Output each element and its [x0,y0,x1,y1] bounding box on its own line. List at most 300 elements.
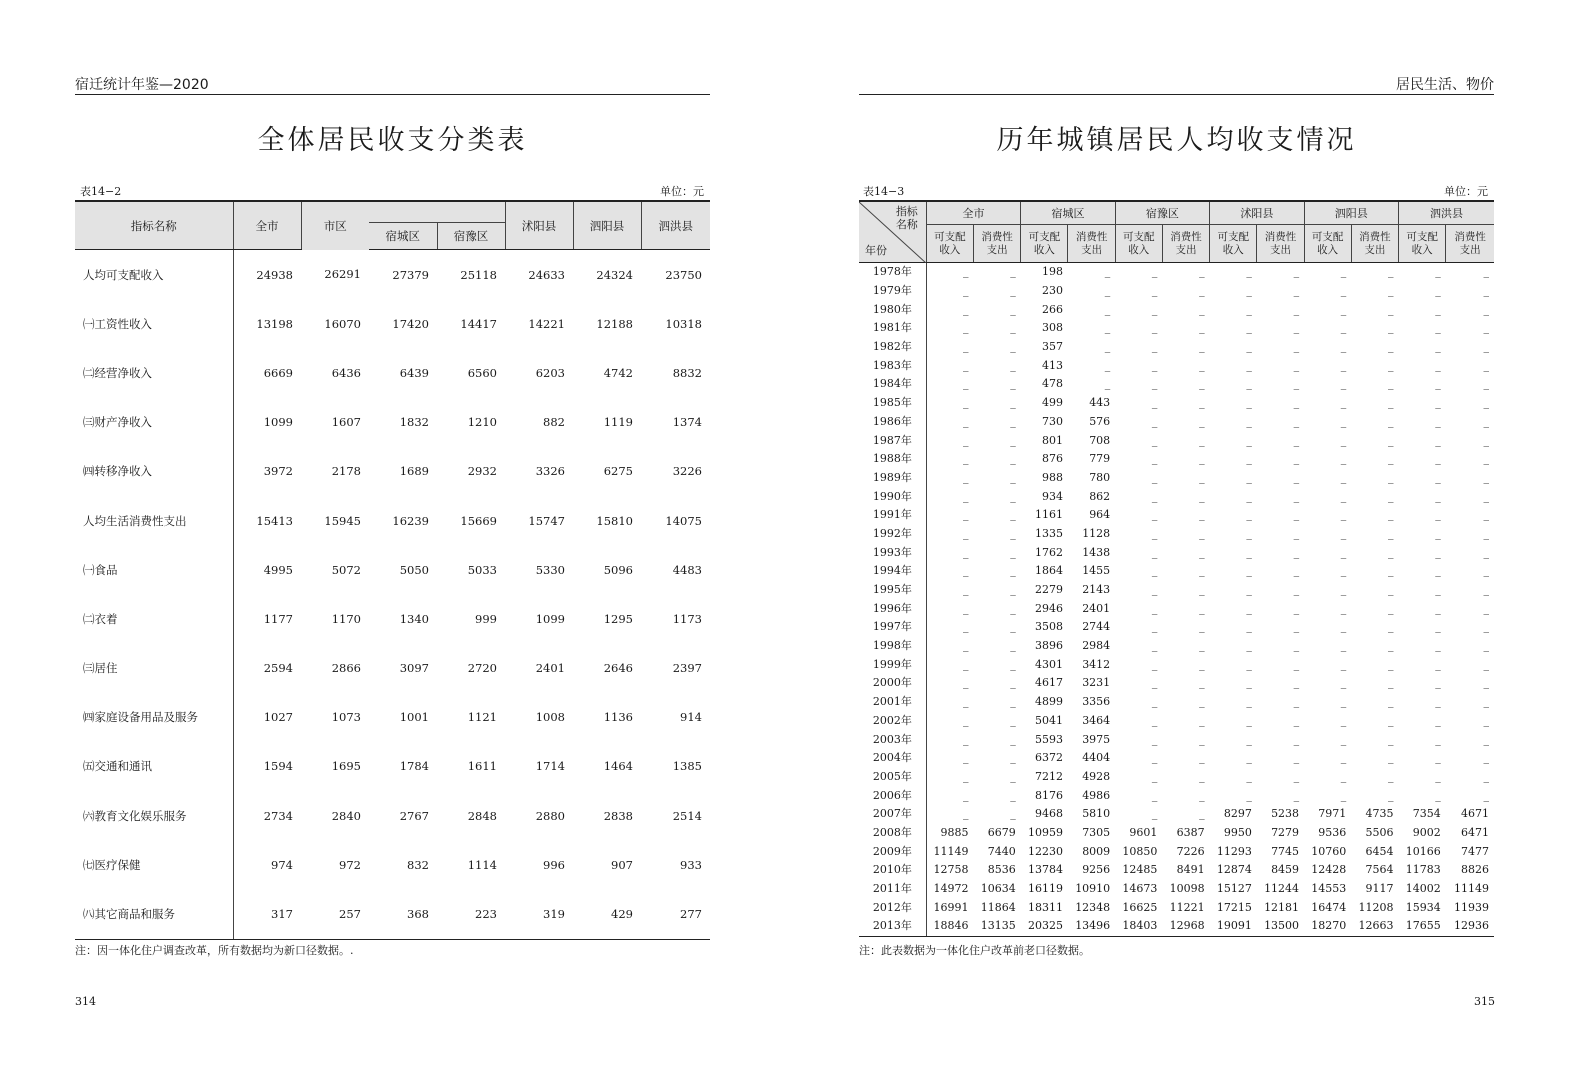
table-row [75,693,710,742]
cell-value: 1374 [672,415,702,430]
cell-value: _ [1435,452,1441,466]
cell-value: 2397 [672,661,702,676]
cell-value: 11149 [1454,882,1489,896]
cell-value: _ [1483,321,1489,335]
cell-value: 8009 [1082,844,1111,858]
cell-value: 308 [1041,321,1063,335]
cell-value: 478 [1041,377,1063,391]
cell-value: _ [963,508,969,522]
cell-value: 12485 [1122,863,1158,877]
cell-value: _ [1246,732,1252,746]
cell-value: _ [1483,639,1489,653]
cell-value: 1027 [233,693,301,742]
cell-value: 1864 [1034,564,1063,578]
cell-value: 1689 [399,464,429,479]
col-header-disposable-income: 可支配 收入 [1115,225,1162,263]
cell-value: 3097 [399,661,429,676]
cell-value: 9885 [940,825,969,839]
table-body [75,250,710,940]
cell-value: 4617 [1034,676,1063,690]
cell-value: _ [963,620,969,634]
cell-value: _ [1010,340,1016,354]
cell-value: _ [1246,526,1252,540]
cell-value: _ [1388,751,1394,765]
cell-value: _ [1388,713,1394,727]
cell-value: _ [1199,452,1205,466]
cell-value: _ [1246,321,1252,335]
cell-value: _ [1104,377,1111,391]
cell-value: _ [1199,489,1205,503]
cell-value: 11244 [1264,882,1300,896]
table-row [859,469,1494,488]
cell-value: 1177 [233,594,301,643]
cell-value: _ [1246,302,1252,316]
cell-value: _ [1246,452,1252,466]
cell-value: 999 [475,611,497,626]
unit-label: 单位：元 [1444,185,1488,198]
cell-value: 17655 [1399,917,1446,936]
cell-value: _ [963,284,969,298]
col-header-group: 沭阳县 [1210,201,1304,225]
cell-value: _ [963,358,969,372]
cell-value: 17215 [1216,900,1252,914]
col-header-disposable-income: 可支配 收入 [1021,225,1068,263]
cell-value: _ [1010,358,1016,372]
cell-value: _ [1104,340,1111,354]
cell-value: _ [1483,470,1489,484]
cell-value: _ [1010,321,1016,335]
cell-value: _ [1483,508,1489,522]
cell-value: 1210 [467,415,497,430]
cell-value: 13198 [233,299,301,348]
cell-value: _ [1010,657,1016,671]
cell-value: 876 [1041,452,1063,466]
row-label: ㈡衣着 [83,611,118,626]
cell-value: _ [1010,470,1016,484]
cell-value: 11149 [933,844,969,858]
cell-value: _ [1151,489,1158,503]
cell-value: _ [963,265,969,279]
cell-value: _ [1246,433,1252,447]
cell-value: 23750 [665,267,702,282]
col-header-sihong: 泗洪县 [641,201,710,250]
cell-value: 12936 [1446,917,1494,936]
cell-value: _ [1388,433,1394,447]
cell-value: _ [1199,302,1205,316]
cell-value: 443 [1089,396,1111,410]
cell-value: 2946 [1034,601,1063,615]
cell-value: _ [1010,545,1016,559]
table-row [75,840,710,889]
cell-value: _ [1151,807,1158,821]
cell-value: 319 [505,889,573,939]
cell-value: _ [1104,265,1111,279]
cell-value: _ [1151,526,1158,540]
cell-value: _ [1010,713,1016,727]
cell-value: _ [1199,620,1205,634]
cell-value: 7226 [1176,844,1205,858]
cell-value: _ [1293,713,1300,727]
col-header-consumption-expenditure: 消费性 支出 [1351,225,1398,263]
cell-value: _ [1246,583,1252,597]
cell-value: 11221 [1169,900,1205,914]
cell-value: _ [1151,713,1158,727]
row-year: 1980年 [859,300,926,319]
cell-value: _ [1293,620,1300,634]
cell-value: _ [1388,302,1394,316]
cell-value: _ [1293,788,1300,802]
cell-value: 1340 [399,611,429,626]
table-row [859,618,1494,637]
cell-value: _ [1293,489,1300,503]
col-header-consumption-expenditure: 消费性 支出 [1446,225,1494,263]
cell-value: _ [1435,302,1441,316]
cell-value: _ [1340,358,1347,372]
col-header-group: 泗洪县 [1399,201,1495,225]
cell-value: _ [1151,601,1158,615]
cell-value: _ [1246,601,1252,615]
cell-value: 14673 [1122,882,1158,896]
page-number: 315 [1474,995,1495,1008]
table-row [859,824,1494,843]
cell-value: 6669 [233,348,301,397]
cell-value: _ [1340,489,1347,503]
cell-value: 8459 [1271,863,1300,877]
table-number: 表14−2 [80,185,122,198]
cell-value: 5096 [603,562,633,577]
table-row [859,413,1494,432]
row-year: 1991年 [859,506,926,525]
cell-value: 8176 [1034,788,1063,802]
table-row [859,917,1494,936]
row-year: 2009年 [859,842,926,861]
cell-value: _ [1151,657,1158,671]
cell-value: _ [1483,583,1489,597]
cell-value: 5810 [1082,807,1111,821]
cell-value: 3231 [1082,676,1111,690]
cell-value: 7745 [1271,844,1300,858]
cell-value: _ [1483,340,1489,354]
row-year: 2008年 [859,824,926,843]
table-row [859,768,1494,787]
cell-value: _ [963,564,969,578]
row-year: 1993年 [859,543,926,562]
running-header: 宿迁统计年鉴—2020 [75,77,209,93]
cell-value: _ [1293,657,1300,671]
cell-value: _ [1010,769,1016,783]
cell-value: _ [1151,321,1158,335]
cell-value: _ [1340,620,1347,634]
table-row [859,637,1494,656]
cell-value: 24938 [233,250,301,300]
cell-value: 12181 [1264,900,1300,914]
cell-value: _ [1151,265,1158,279]
cell-value: _ [1435,676,1441,690]
cell-value: _ [1388,452,1394,466]
cell-value: _ [1340,639,1347,653]
table-row [75,644,710,693]
cell-value: _ [1246,340,1252,354]
col-header-disposable-income: 可支配 收入 [1210,225,1257,263]
cell-value: 862 [1089,489,1111,503]
cell-value: _ [1340,788,1347,802]
cell-value: 1611 [467,759,497,774]
table-row [859,749,1494,768]
cell-value: 8826 [1461,863,1489,877]
cell-value: _ [1293,452,1300,466]
cell-value: _ [1435,564,1441,578]
cell-value: 18311 [1027,900,1063,914]
cell-value: 10910 [1075,882,1111,896]
row-year: 1996年 [859,599,926,618]
cell-value: _ [1246,545,1252,559]
table-row [859,599,1494,618]
cell-value: 3226 [672,464,702,479]
cell-value: _ [1435,583,1441,597]
row-label: 人均生活消费性支出 [83,513,187,528]
right-page [793,0,1587,1077]
row-year: 1995年 [859,581,926,600]
header-rule [75,94,710,95]
cell-value: _ [1293,583,1300,597]
row-label: ㈠工资性收入 [83,316,152,331]
cell-value: _ [1483,657,1489,671]
cell-value: _ [1483,676,1489,690]
row-year: 2012年 [859,898,926,917]
table-row [75,889,710,939]
cell-value: 2178 [331,464,361,479]
cell-value: 779 [1089,452,1111,466]
cell-value: _ [1246,639,1252,653]
cell-value: 3896 [1034,639,1063,653]
cell-value: _ [1199,657,1205,671]
table-row [859,805,1494,824]
cell-value: 5506 [1365,825,1394,839]
cell-value: _ [1199,583,1205,597]
cell-value: 10166 [1405,844,1441,858]
cell-value: 1784 [399,759,429,774]
cell-value: 7971 [1318,807,1347,821]
cell-value: _ [963,601,969,615]
cell-value: _ [1246,751,1252,765]
cell-value: 5330 [535,562,565,577]
cell-value: 1099 [535,611,565,626]
cell-value: _ [963,321,969,335]
cell-value: _ [1199,526,1205,540]
cell-value: 1099 [233,398,301,447]
row-year: 1986年 [859,413,926,432]
cell-value: 9536 [1318,825,1347,839]
cell-value: 15747 [528,513,565,528]
cell-value: _ [1388,676,1394,690]
cell-value: 8832 [672,365,702,380]
cell-value: _ [1340,414,1347,428]
cell-value: 6560 [467,365,497,380]
cell-value: _ [1388,396,1394,410]
unit-label: 单位：元 [660,185,704,198]
row-year: 2003年 [859,730,926,749]
cell-value: 4735 [1365,807,1394,821]
col-header-consumption-expenditure: 消费性 支出 [1068,225,1115,263]
row-year: 2013年 [859,917,926,936]
cell-value: 10318 [665,316,702,331]
cell-value: _ [1293,265,1300,279]
cell-value: 6436 [331,365,361,380]
cell-value: 8297 [1223,807,1252,821]
cell-value: 198 [1041,265,1063,279]
cell-value: 576 [1089,414,1111,428]
cell-value: _ [1340,713,1347,727]
cell-value: _ [1293,377,1300,391]
cell-value: _ [1010,284,1016,298]
cell-value: 934 [1041,489,1063,503]
cell-value: 964 [1089,508,1111,522]
cell-value: _ [1435,433,1441,447]
cell-value: _ [963,639,969,653]
cell-value: _ [1104,284,1111,298]
cell-value: _ [1293,545,1300,559]
cell-value: 6387 [1176,825,1205,839]
cell-value: _ [1483,751,1489,765]
cell-value: _ [963,470,969,484]
cell-value: _ [1388,470,1394,484]
cell-value: _ [1010,788,1016,802]
cell-value: _ [1010,676,1016,690]
cell-value: _ [1483,713,1489,727]
cell-value: _ [1151,788,1158,802]
cell-value: 988 [1041,470,1063,484]
cell-value: _ [1199,732,1205,746]
cell-value: _ [1010,414,1016,428]
cell-value: _ [1010,620,1016,634]
cell-value: _ [1388,340,1394,354]
cell-value: _ [1010,695,1016,709]
cell-value: 974 [233,840,301,889]
cell-value: 7212 [1034,769,1063,783]
cell-value: _ [1435,265,1441,279]
cell-value: 12874 [1216,863,1252,877]
cell-value: _ [1199,695,1205,709]
cell-value: _ [1340,284,1347,298]
cell-value: _ [1340,751,1347,765]
cell-value: _ [1293,284,1300,298]
cell-value: _ [1483,564,1489,578]
cell-value: _ [1199,396,1205,410]
cell-value: 6439 [399,365,429,380]
corner-indicator-label: 指标 名称 [895,205,918,231]
cell-value: _ [1340,433,1347,447]
cell-value: _ [963,340,969,354]
table-row [75,398,710,447]
cell-value: 3464 [1082,713,1111,727]
cell-value: _ [1483,732,1489,746]
cell-value: _ [1293,601,1300,615]
cell-value: 7440 [987,844,1016,858]
cell-value: _ [1151,340,1158,354]
cell-value: 5593 [1034,732,1063,746]
cell-value: _ [1388,788,1394,802]
cell-value: 972 [339,857,361,872]
cell-value: 357 [1041,340,1063,354]
cell-value: _ [1435,508,1441,522]
cell-value: 230 [1041,284,1063,298]
cell-value: _ [1435,620,1441,634]
row-label: ㈥教育文化娱乐服务 [83,808,187,823]
cell-value: 2720 [467,661,497,676]
cell-value: _ [1483,695,1489,709]
cell-value: 1464 [603,759,633,774]
cell-value: _ [963,583,969,597]
cell-value: 24324 [596,267,633,282]
cell-value: 1455 [1082,564,1111,578]
cell-value: _ [1151,414,1158,428]
cell-value: _ [1483,433,1489,447]
cell-value: 7477 [1461,844,1489,858]
row-label: ㈢居住 [83,661,118,676]
cell-value: 3975 [1082,732,1111,746]
cell-value: _ [963,657,969,671]
cell-value: 368 [369,889,437,939]
row-year: 1987年 [859,431,926,450]
row-year: 1985年 [859,394,926,413]
cell-value: _ [1483,396,1489,410]
cell-value: 8491 [1176,863,1205,877]
cell-value: _ [1199,377,1205,391]
cell-value: 3412 [1082,657,1111,671]
cell-value: _ [1293,564,1300,578]
cell-value: _ [1246,414,1252,428]
cell-value: _ [1388,732,1394,746]
cell-value: 5072 [331,562,361,577]
cell-value: _ [1435,713,1441,727]
col-header-group: 宿城区 [1021,201,1115,225]
cell-value: 17420 [392,316,429,331]
cell-value: _ [1010,583,1016,597]
col-header-group: 泗阳县 [1304,201,1398,225]
cell-value: 4928 [1082,769,1111,783]
cell-value: _ [1435,470,1441,484]
cell-value: 2401 [1082,601,1111,615]
cell-value: _ [1340,676,1347,690]
cell-value: _ [1151,676,1158,690]
cell-value: 223 [437,889,505,939]
cell-value: 12428 [1311,863,1347,877]
cell-value: _ [1151,377,1158,391]
cell-value: 9117 [1365,882,1394,896]
cell-value: 15934 [1405,900,1441,914]
cell-value: _ [1483,601,1489,615]
cell-value: _ [1199,639,1205,653]
header-rule [859,94,1494,95]
cell-value: _ [1246,657,1252,671]
cell-value: 15127 [1216,882,1252,896]
cell-value: _ [1246,788,1252,802]
table-row [859,861,1494,880]
cell-value: _ [1246,358,1252,372]
cell-value: 27379 [392,267,429,282]
cell-value: 10850 [1122,844,1158,858]
cell-value: _ [1483,620,1489,634]
row-year: 2002年 [859,712,926,731]
cell-value: _ [1293,695,1300,709]
cell-value: _ [1340,526,1347,540]
cell-value: _ [1340,302,1347,316]
cell-value: 499 [1041,396,1063,410]
cell-value: _ [1199,340,1205,354]
cell-value: 413 [1041,358,1063,372]
col-header-shuyang: 沭阳县 [505,201,573,250]
cell-value: 4671 [1461,807,1489,821]
